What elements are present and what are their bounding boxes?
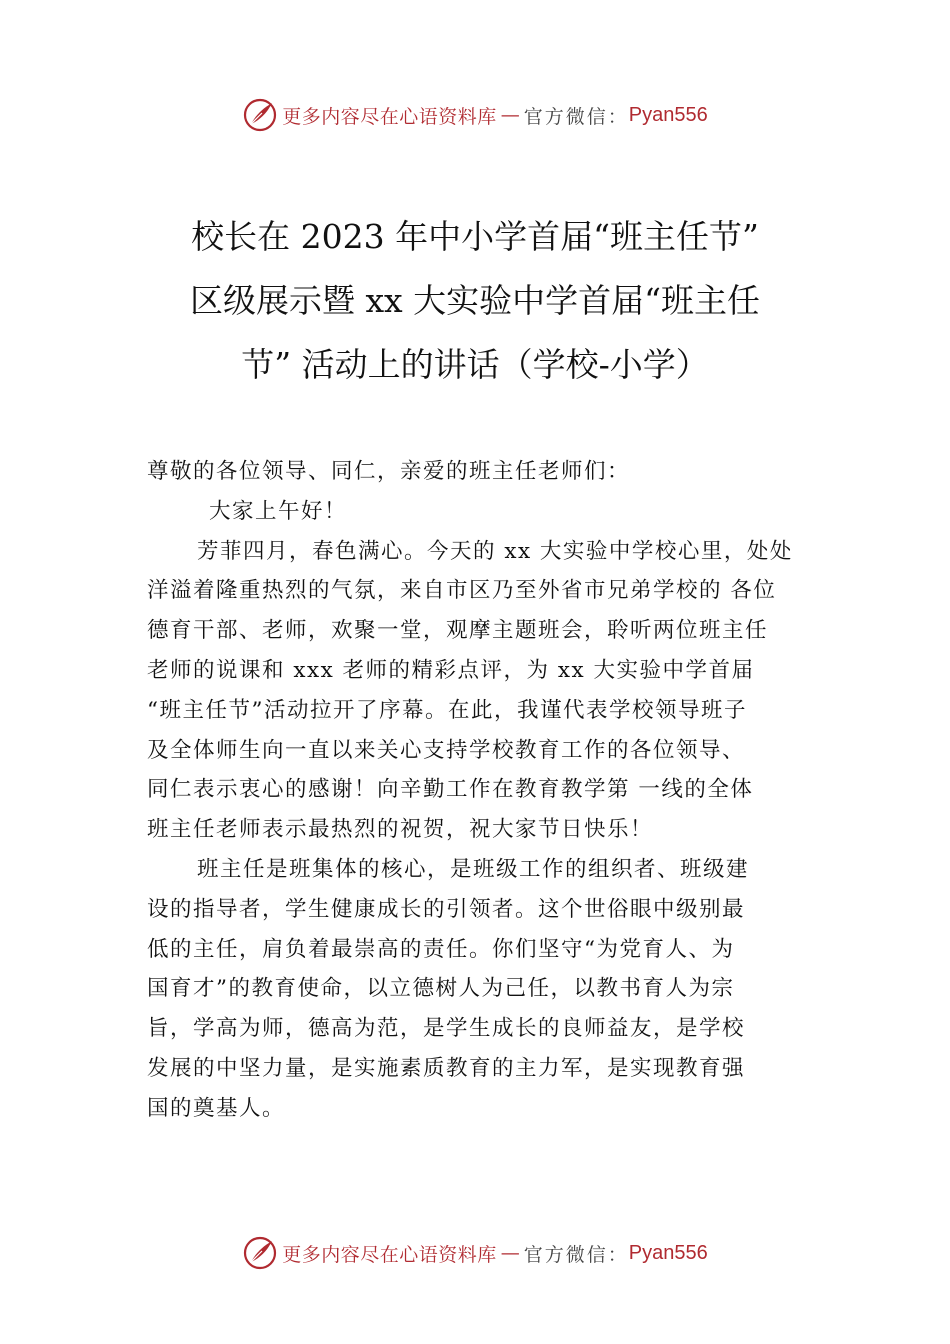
- paragraph-line: 洋溢着隆重热烈的气氛，来自市区乃至外省市兄弟学校的 各位: [147, 578, 777, 604]
- greeting: 大家上午好！: [209, 498, 348, 524]
- speech-body: [147, 452, 833, 1129]
- header-separator: —: [500, 104, 520, 126]
- header-brand-text: 更多内容尽在心语资料库: [282, 105, 497, 128]
- paragraph-line: 老师的说课和 xxx 老师的精彩点评，为 xx 大实验中学首届: [147, 657, 755, 683]
- header-banner: [0, 95, 950, 135]
- paragraph-line: 低的主任，肩负着最崇高的责任。你们坚守“为党育人、为: [147, 936, 735, 962]
- footer-wechat-label: 官方微信：: [523, 1243, 629, 1266]
- quill-logo-icon: [242, 1235, 278, 1271]
- paragraph-line: 发展的中坚力量，是实施素质教育的主力军，是实现教育强: [147, 1055, 746, 1081]
- paragraph-2: [147, 850, 833, 1129]
- paragraph-line: 及全体师生向一直以来关心支持学校教育工作的各位领导、: [147, 737, 746, 763]
- title-line: 节” 活动上的讲话（学校-小学）: [241, 345, 709, 384]
- document-title: [150, 205, 800, 397]
- paragraph-line: 班主任是班集体的核心，是班级工作的组织者、班级建: [197, 856, 750, 882]
- paragraph-line: 德育干部、老师，欢聚一堂，观摩主题班会，聆听两位班主任: [147, 618, 769, 644]
- paragraph-line: 班主任老师表示最热烈的祝贺，祝大家节日快乐！: [147, 817, 654, 843]
- footer-brand-text: 更多内容尽在心语资料库: [282, 1243, 497, 1266]
- paragraph-line: 国育才”的教育使命，以立德树人为己任，以教书育人为宗: [147, 976, 735, 1002]
- paragraph-line: 同仁表示衷心的感谢！向辛勤工作在教育教学第 一线的全体: [147, 777, 754, 803]
- title-line: 校长在 2023 年中小学首届“班主任节”: [191, 217, 759, 256]
- title-line: 区级展示暨 xx 大实验中学首届“班主任: [189, 281, 761, 320]
- paragraph-line: 国的奠基人。: [147, 1095, 286, 1121]
- paragraph-line: 设的指导者，学生健康成长的引领者。这个世俗眼中级别最: [147, 896, 746, 922]
- paragraph-line: 旨，学高为师，德高为范，是学生成长的良师益友，是学校: [147, 1016, 746, 1042]
- header-wechat-id: Pyan556: [628, 103, 708, 126]
- paragraph-line: “班主任节”活动拉开了序幕。在此，我谨代表学校领导班子: [147, 697, 747, 723]
- quill-logo-icon: [242, 97, 278, 133]
- footer-wechat-id: Pyan556: [628, 1241, 708, 1264]
- footer-separator: —: [500, 1242, 520, 1264]
- paragraph-1: [147, 532, 833, 850]
- header-wechat-label: 官方微信：: [523, 105, 629, 128]
- footer-banner: [0, 1233, 950, 1273]
- salutation: 尊敬的各位领导、同仁，亲爱的班主任老师们：: [147, 459, 631, 484]
- paragraph-line: 芳菲四月，春色满心。今天的 xx 大实验中学校心里，处处: [197, 538, 793, 564]
